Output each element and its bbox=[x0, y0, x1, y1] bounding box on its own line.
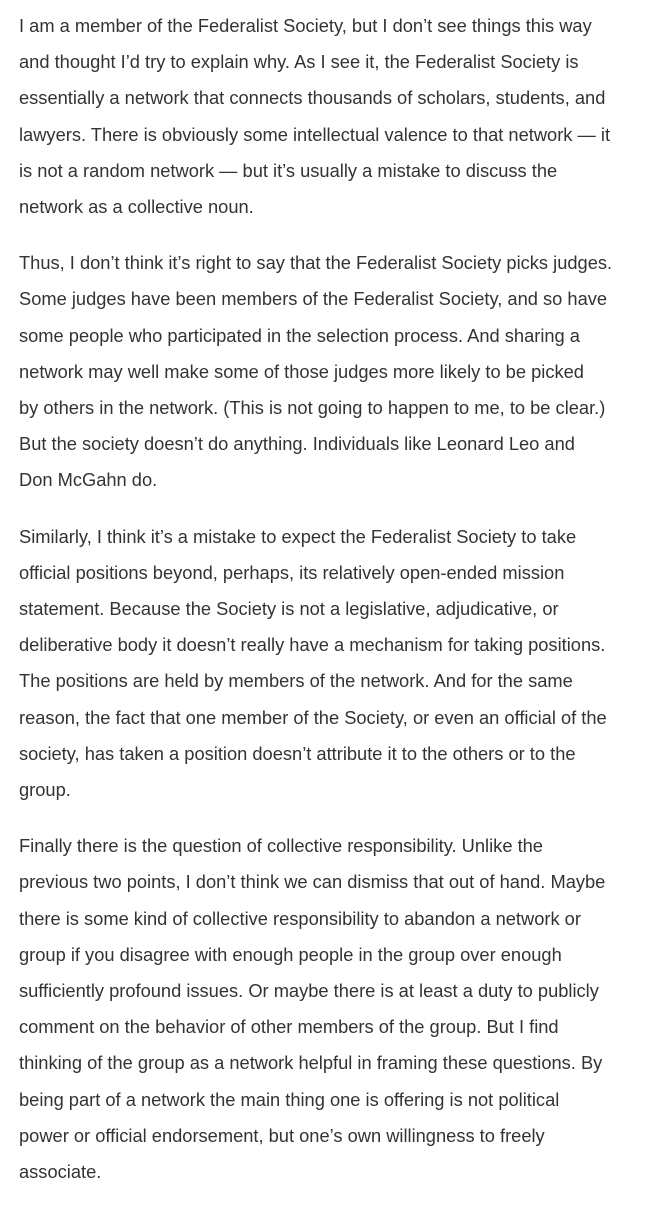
paragraph-1 bbox=[19, 8, 653, 225]
text-line: I am a member of the Federalist Society, but I don’t see things this way bbox=[19, 15, 592, 36]
text-line: and thought I’d try to explain why. As I see it, the Federalist Society is bbox=[19, 51, 579, 73]
text-line: associate. bbox=[19, 1161, 102, 1183]
text-line: group. bbox=[19, 779, 71, 801]
text-line: network may well make some of those judges more likely to be picked bbox=[19, 360, 584, 382]
text-line: society, has taken a position doesn’t attribute it to the others or to the bbox=[19, 742, 576, 764]
text-line: Finally there is the question of collective responsibility. Unlike the bbox=[19, 835, 543, 857]
text-line: The positions are held by members of the network. And for the same bbox=[19, 670, 573, 692]
text-line: there is some kind of collective responsibility to abandon a network or bbox=[19, 907, 581, 929]
article-body bbox=[19, 8, 653, 1210]
text-line: official positions beyond, perhaps, its relatively open-ended mission bbox=[19, 561, 565, 583]
text-line: essentially a network that connects thousands of scholars, students, and bbox=[19, 87, 606, 109]
text-line: being part of a network the main thing one is offering is not political bbox=[19, 1088, 560, 1110]
text-line: thinking of the group as a network helpful in framing these questions. By bbox=[19, 1052, 603, 1074]
text-line: sufficiently profound issues. Or maybe there is at least a duty to publicly bbox=[19, 980, 599, 1002]
text-line: comment on the behavior of other members of the group. But I find bbox=[19, 1016, 559, 1038]
text-line: deliberative body it doesn’t really have a mechanism for taking positions. bbox=[19, 634, 606, 656]
text-line: Similarly, I think it’s a mistake to expect the Federalist Society to take bbox=[19, 525, 577, 547]
text-line: Thus, I don’t think it’s right to say that the Federalist Society picks judges. bbox=[19, 252, 613, 274]
text-line: network as a collective noun. bbox=[19, 196, 254, 218]
text-line: by others in the network. (This is not going to happen to me, to be clear.) bbox=[19, 397, 606, 419]
text-line: is not a random network — but it’s usually a mistake to discuss the bbox=[19, 159, 558, 181]
text-line: group if you disagree with enough people in the group over enough bbox=[19, 943, 562, 965]
text-line: lawyers. There is obviously some intellectual valence to that network — it bbox=[19, 123, 611, 145]
text-line: Don McGahn do. bbox=[19, 469, 158, 491]
text-line: reason, the fact that one member of the Society, or even an official of the bbox=[19, 706, 607, 728]
text-line: power or official endorsement, but one’s own willingness to freely bbox=[19, 1124, 545, 1146]
text-line: Some judges have been members of the Federalist Society, and so have bbox=[19, 288, 608, 310]
text-line: statement. Because the Society is not a legislative, adjudicative, or bbox=[19, 598, 559, 620]
paragraph-3 bbox=[19, 519, 653, 809]
paragraph-2 bbox=[19, 245, 653, 498]
text-line: some people who participated in the selection process. And sharing a bbox=[19, 324, 580, 346]
text-line: previous two points, I don’t think we can dismiss that out of hand. Maybe bbox=[19, 871, 606, 893]
text-line: But the society doesn’t do anything. Individuals like Leonard Leo and bbox=[19, 433, 575, 455]
paragraph-4 bbox=[19, 828, 653, 1190]
